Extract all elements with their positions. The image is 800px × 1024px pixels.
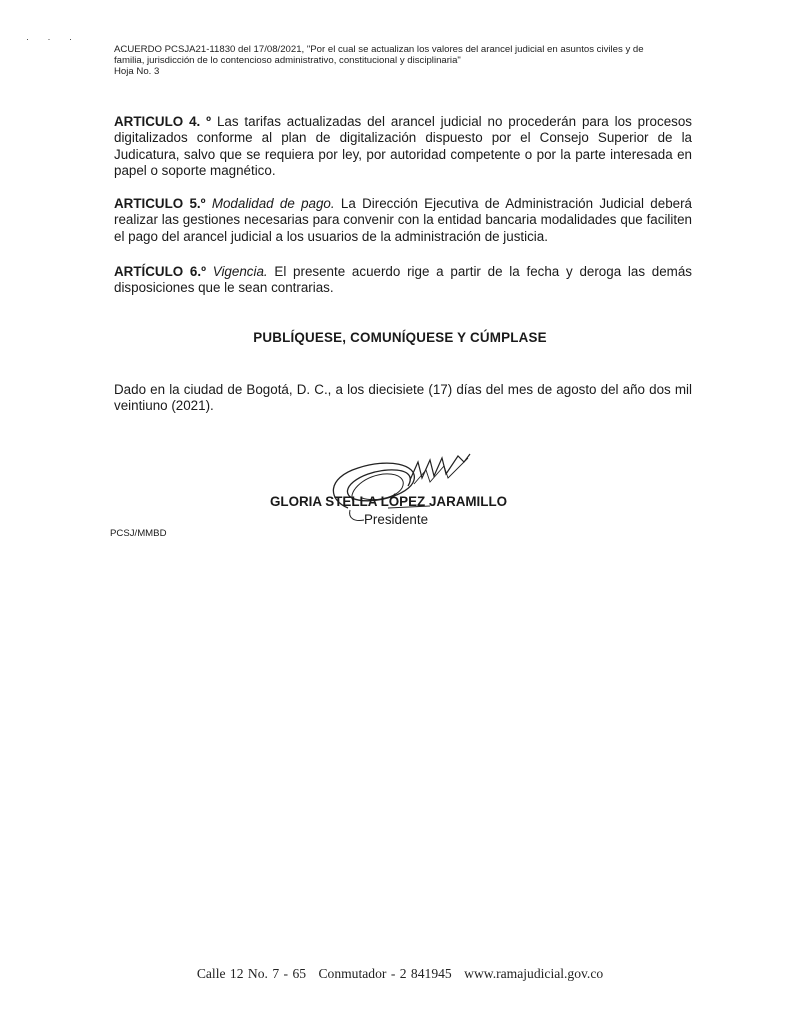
header-line-2: familia, jurisdicción de lo contencioso administrativo, constitucional y disciplinaria" [114,55,461,66]
footer-website: www.ramajudicial.gov.co [464,966,604,981]
page-footer [0,966,800,982]
article-5-text: La Dirección Ejecutiva de Administración Judicial deberá realizar las gestiones necesarias para convenir con la entidad bancaria modalidades que faciliten el pago del arancel judicial a los usuarios de la administración de justicia. [114,196,692,244]
closing-formula: PUBLÍQUESE, COMUNÍQUESE Y CÚMPLASE [253,330,547,345]
article-6-text: El presente acuerdo rige a partir de la fecha y deroga las demás disposiciones que le sean contrarias. [114,264,692,296]
dado-en-paragraph: Dado en la ciudad de Bogotá, D. C., a los diecisiete (17) días del mes de agosto del año dos mil veintiuno (2021). [114,382,692,414]
article-6-heading: ARTÍCULO 6.º [114,264,206,279]
signer-role: Presidente [364,512,429,527]
article-5-title: Modalidad de pago. [211,196,335,211]
header-page-number: Hoja No. 3 [114,66,160,77]
signer-name: GLORIA STELLA LÓPEZ JARAMILLO [270,494,508,509]
article-4-heading: ARTICULO 4. º [114,114,212,129]
article-4 [114,114,692,180]
header-line-1: ACUERDO PCSJA21-11830 del 17/08/2021, "Por el cual se actualizan los valores del arancel judicial en asuntos civiles y de [114,44,644,55]
article-5-heading: ARTICULO 5.º [114,196,206,211]
article-6-title: Vigencia. [212,264,268,279]
footer-address: Calle 12 No. 7 - 65 [196,966,307,981]
article-4-text: Las tarifas actualizadas del arancel judicial no procederán para los procesos digitalizados conforme al plan de digitalización dispuesto por el Consejo Superior de la Judicatura, salvo que se requiera por ley, por autoridad competente o por la parte interesada en papel o soporte magnético. [114,114,692,179]
article-5 [114,196,692,245]
article-6 [114,264,692,297]
document-header [114,44,714,77]
scan-artifact: · · · [26,34,80,44]
reference-initials: PCSJ/MMBD [110,528,167,539]
footer-phone: Conmutador - 2 841945 [318,966,452,981]
